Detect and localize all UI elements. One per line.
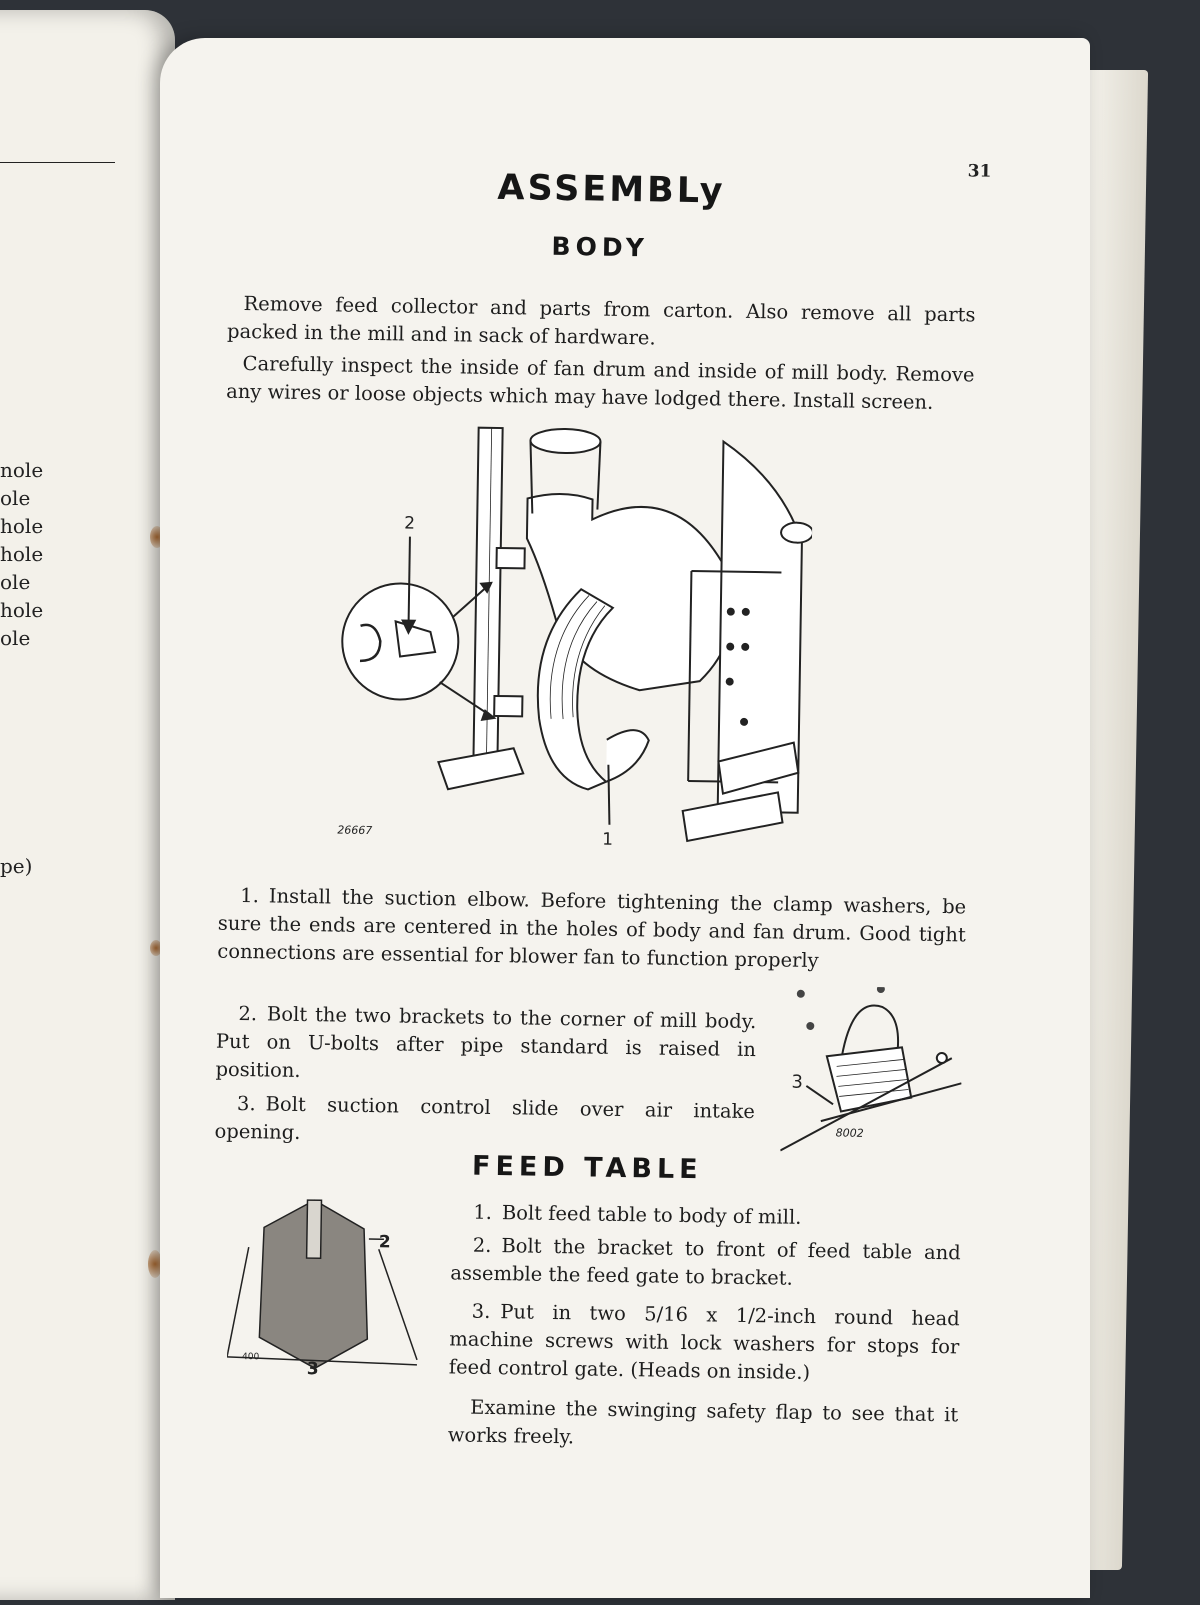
left-text-fragment: ole xyxy=(0,484,30,512)
figure-number-gate: 400 xyxy=(242,1352,260,1362)
feed-closing-paragraph: Examine the swinging safety flap to see that it works freely. xyxy=(448,1393,959,1457)
body-step-1 xyxy=(217,882,966,978)
step-text: Bolt the bracket to front of feed table and assemble the feed gate to bracket. xyxy=(450,1234,961,1290)
feed-gate-illustration xyxy=(227,1187,430,1380)
right-page xyxy=(160,38,1090,1598)
step-number: 2. xyxy=(238,1002,257,1025)
step-text: Bolt the two brackets to the corner of mill body. Put on U-bolts after pipe standard is raised in position. xyxy=(215,1002,756,1082)
left-text-fragment: pe) xyxy=(0,852,32,880)
feed-step-1 xyxy=(451,1198,961,1234)
suction-elbow-illustration xyxy=(337,416,814,863)
heading-assembly: ASSEMBLy xyxy=(497,168,726,212)
callout-3-slide: 3 xyxy=(791,1072,803,1093)
left-text-fragment: ole xyxy=(0,568,30,596)
figure-suction-slide xyxy=(780,986,963,1159)
left-page-rule xyxy=(0,162,115,163)
callout-2-main: 2 xyxy=(404,514,415,534)
body-intro-paragraph-1: Remove feed collector and parts from carton. Also remove all parts packed in the mill and in sack of hardware. xyxy=(227,290,976,358)
callout-2-gate: 2 xyxy=(379,1232,391,1252)
body-intro-paragraph-2: Carefully inspect the inside of fan drum and inside of mill body. Remove any wires or loose objects which may have lodged there. Install screen. xyxy=(226,350,975,418)
step-number: 1. xyxy=(473,1201,492,1224)
left-text-fragment: hole xyxy=(0,540,43,568)
left-text-fragment: ole xyxy=(0,624,30,652)
feed-step-2 xyxy=(450,1231,961,1295)
callout-1-main: 1 xyxy=(602,830,613,850)
left-text-fragment: hole xyxy=(0,512,43,540)
step-text: Put in two 5/16 x 1/2-inch round head machine screws with lock washers for stops for feed control gate. (Heads on inside.) xyxy=(449,1300,960,1384)
figure-number-slide: 8002 xyxy=(836,1126,864,1139)
heading-body: BODY xyxy=(551,232,649,263)
suction-slide-illustration xyxy=(780,986,963,1159)
step-text: Install the suction elbow. Before tightening the clamp washers, be sure the ends are centered in the holes of body and fan drum. Good tight connections are essential for blower fan to function properly xyxy=(217,884,966,972)
page-number: 31 xyxy=(968,161,992,181)
callout-3-gate: 3 xyxy=(307,1359,319,1379)
step-text: Bolt feed table to body of mill. xyxy=(502,1201,802,1229)
left-text-fragment: nole xyxy=(0,456,43,484)
body-step-3 xyxy=(214,1090,755,1154)
step-number: 3. xyxy=(472,1300,491,1323)
feed-step-3 xyxy=(449,1297,960,1389)
step-number: 1. xyxy=(240,884,259,907)
body-step-2 xyxy=(215,1000,756,1092)
figure-feed-gate xyxy=(227,1187,430,1380)
step-text: Bolt suction control slide over air intake opening. xyxy=(214,1092,755,1144)
figure-suction-elbow xyxy=(337,416,814,863)
heading-feed-table: FEED TABLE xyxy=(472,1151,703,1186)
left-text-fragment: hole xyxy=(0,596,43,624)
step-number: 3. xyxy=(237,1092,256,1115)
figure-number-main: 26667 xyxy=(337,824,372,838)
page-content xyxy=(145,31,1099,1605)
step-number: 2. xyxy=(473,1234,492,1257)
